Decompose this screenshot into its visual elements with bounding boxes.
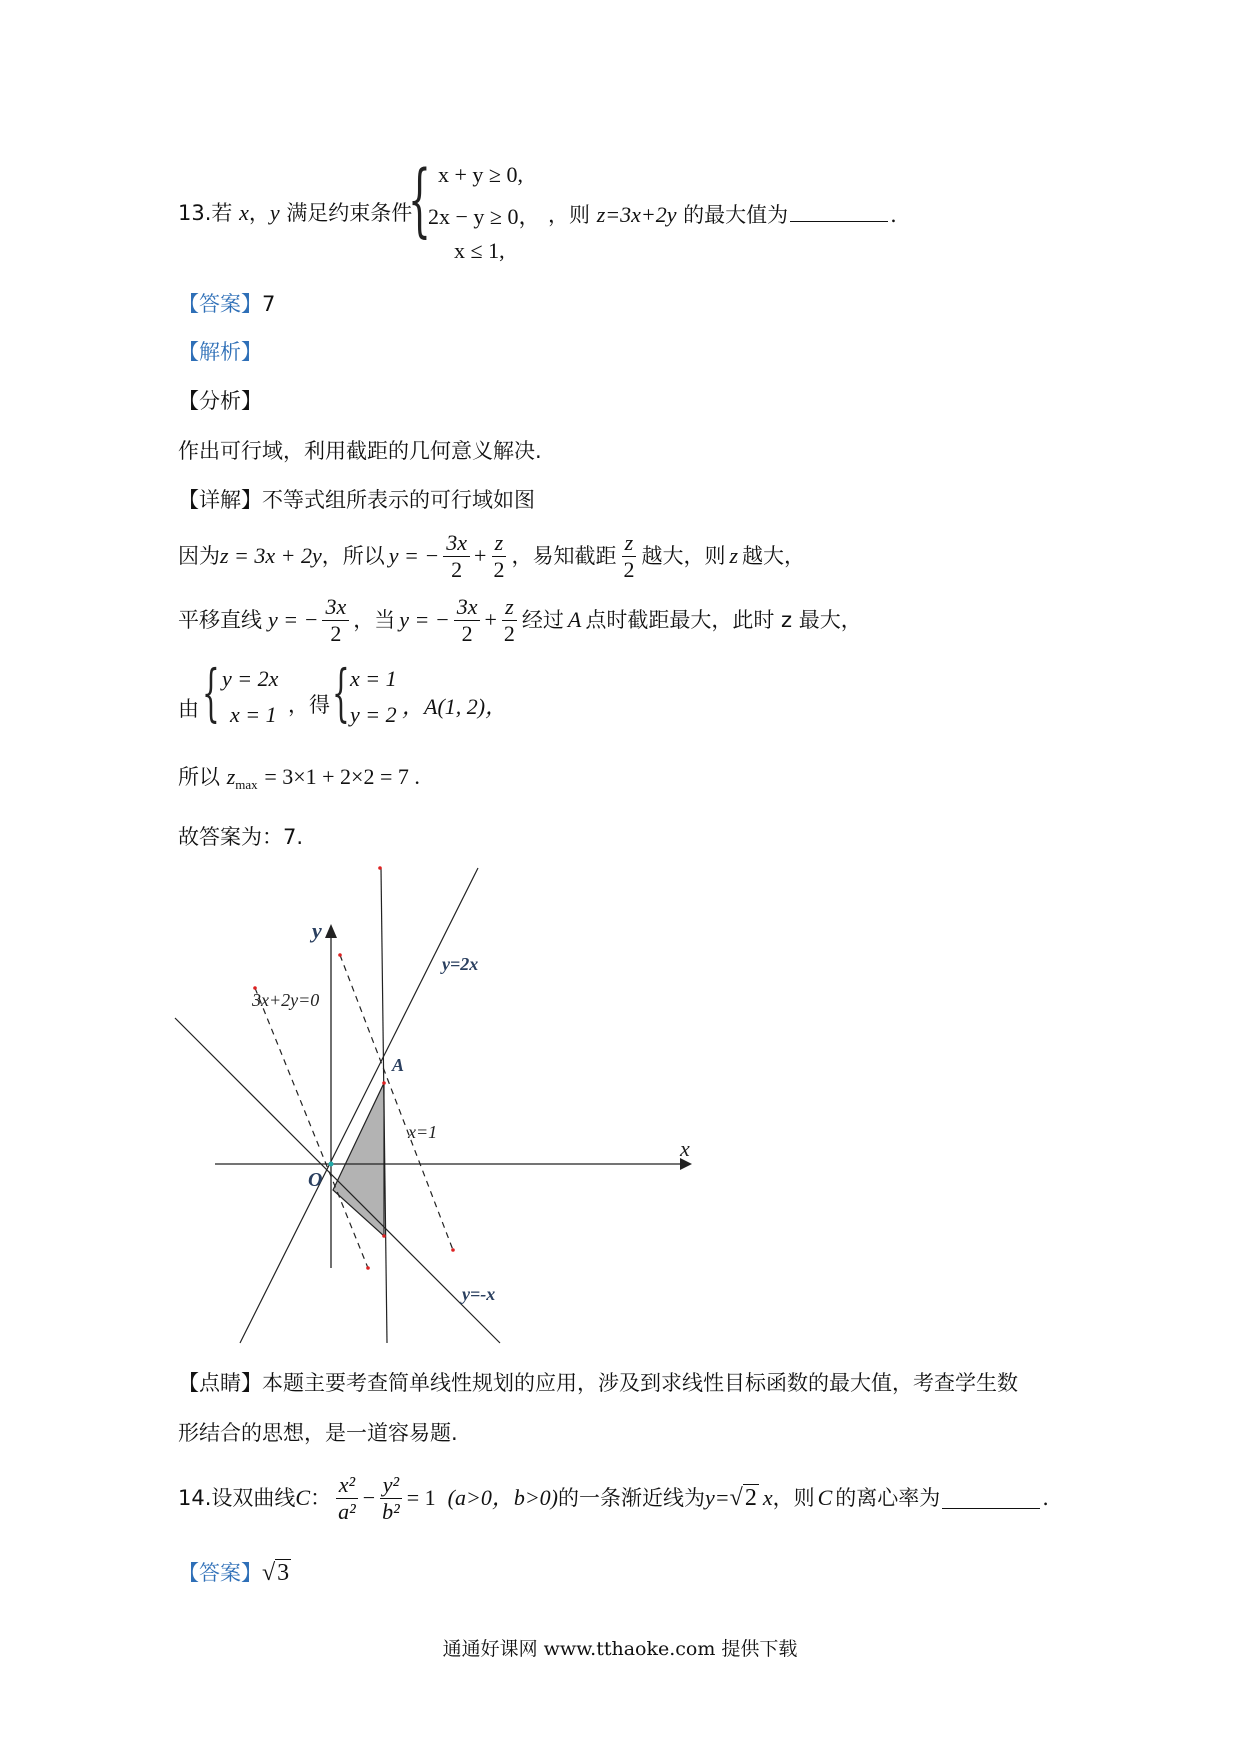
q14-yeq: y= [705, 1485, 730, 1510]
line3-point: ，A(1, 2)， [402, 694, 508, 719]
frac-num: x² [336, 1472, 358, 1499]
q14-eq: = 1 [406, 1485, 436, 1510]
xiangjie [178, 485, 535, 515]
frac-num: 3x [454, 594, 481, 621]
label-x-1: x=1 [408, 1122, 438, 1142]
footer: 通通好课网 www.tthaoke.com 提供下载 [442, 1638, 798, 1660]
q14-x: x [762, 1485, 773, 1510]
line3-brace-2: { [332, 656, 350, 729]
frac-den: 2 [493, 556, 505, 582]
frac-num: z [492, 530, 507, 557]
dianjing-text-1: 本题主要考查简单线性规划的应用，涉及到求线性目标函数的最大值，考查学生数 [262, 1371, 1018, 1395]
label-y-2x: y=2x [442, 954, 479, 974]
q13-constraint-2: 2x − y ≥ 0， [428, 204, 541, 229]
label-y-axis: y [312, 918, 322, 943]
dianjing-line-1 [178, 1368, 1018, 1398]
answer14-tag: 【答案】 [178, 1561, 262, 1585]
q13-stem-tail [548, 200, 897, 230]
line3-sys2-b: y = 2 [350, 702, 397, 727]
q13-max: 的最大值为 [683, 203, 789, 227]
line2-y2: y = − [399, 607, 450, 632]
answer14-sqrt: √3 [262, 1560, 290, 1586]
q14-frac-2 [379, 1472, 403, 1525]
q13-stem [178, 198, 412, 228]
line1-frac-1 [443, 530, 470, 583]
marker-dot [382, 1081, 386, 1085]
label-x-axis: x [680, 1136, 690, 1161]
line1-eq: z = 3x + 2y [220, 543, 322, 568]
line-y-2x [240, 868, 478, 1343]
line4-sub: max [235, 777, 258, 793]
solution-line-4 [178, 762, 420, 800]
q13-var-y: y [269, 200, 280, 225]
label-point-a: A [392, 1055, 405, 1075]
jiexi-tag: 【解析】 [178, 340, 262, 364]
frac-num: 3x [322, 594, 349, 621]
q13-number: 13. [178, 201, 212, 225]
origin-dot [329, 1162, 334, 1167]
q14-curve-c: C [295, 1485, 311, 1510]
q14-answer-blank [942, 1488, 1040, 1509]
frac-den: 2 [461, 620, 473, 646]
solution-line-1 [178, 526, 805, 586]
line2-frac-3 [501, 594, 518, 647]
answer-14 [178, 1558, 291, 1588]
q13-system-brace: { [408, 153, 431, 246]
line1-text-b: ，所以 [321, 544, 385, 568]
conclusion: 故答案为：7. [178, 825, 304, 849]
marker-dot [338, 953, 342, 957]
fenxi-tag: 【分析】 [178, 389, 262, 413]
frac-den: 2 [503, 620, 515, 646]
frac-num: 3x [443, 530, 470, 557]
line4-expr: = 3×1 + 2×2 = 7 . [264, 764, 420, 789]
marker-dot [366, 1266, 370, 1270]
q13-constraint-3: x ≤ 1, [454, 238, 505, 263]
frac-den: 2 [623, 556, 635, 582]
q14-sqrt: √2 [729, 1485, 757, 1511]
line1-plus: + [474, 543, 487, 568]
line2-text-d: 点时截距最大，此时 z 最大， [585, 608, 862, 632]
frac-den: 2 [451, 556, 463, 582]
line1-text-e: 越大， [742, 544, 806, 568]
q13-var-x: x [239, 200, 249, 225]
line2-text-b: ，当 [353, 608, 396, 632]
line2-point-a: A [567, 607, 582, 632]
dianjing-text-2: 形结合的思想，是一道容易题. [178, 1421, 458, 1445]
q14-period: . [1042, 1486, 1049, 1510]
q13-answer-blank [790, 201, 888, 222]
solution-line-2 [178, 590, 862, 650]
answer14-radicand: 3 [277, 1560, 290, 1586]
q14-stem [178, 1466, 1049, 1530]
label-origin: O [308, 1169, 323, 1191]
q13-prefix: 若 [211, 201, 233, 225]
frac-num: z [622, 530, 637, 557]
marker-dot [451, 1248, 455, 1252]
q14-sqrt-radicand: 2 [744, 1485, 757, 1511]
q13-objective: z=3x+2y [596, 202, 677, 227]
line3-you: 由 [178, 697, 199, 721]
xiangjie-text: 不等式组所表示的可行域如图 [262, 488, 535, 512]
q14-curve-c2: C [817, 1485, 833, 1510]
q14-colon: ： [310, 1486, 332, 1510]
frac-den: b² [382, 1498, 400, 1524]
q14-minus: − [362, 1485, 376, 1510]
answer-13 [178, 289, 275, 319]
line2-frac-1 [322, 594, 349, 647]
line3-de: ，得 [288, 693, 330, 717]
line1-text-d: 越大，则 [641, 544, 726, 568]
frac-den: a² [338, 1498, 356, 1524]
line1-frac-2 [490, 530, 507, 583]
dianjing-tag: 【点睛】 [178, 1371, 262, 1395]
q14-number: 14. [178, 1486, 212, 1510]
answer-value: 7 [262, 292, 276, 316]
frac-den: 2 [330, 620, 342, 646]
q13-sep: ， [248, 201, 270, 225]
frac-num: z [502, 594, 517, 621]
q14-frac-1 [335, 1472, 359, 1525]
line2-frac-2 [454, 594, 481, 647]
line-y-neg-x [175, 1018, 500, 1343]
q14-text-c: ，则 [772, 1486, 815, 1510]
label-objective-line: 3x+2y=0 [252, 990, 320, 1010]
xiangjie-tag: 【详解】 [178, 488, 262, 512]
line4-z: z [226, 764, 236, 789]
q13-constraint-1: x + y ≥ 0, [438, 162, 523, 187]
frac-num: y² [380, 1472, 402, 1499]
line2-text-a: 平移直线 [178, 608, 262, 632]
q13-period: . [890, 203, 897, 227]
line3-brace-1: { [202, 656, 220, 729]
line4-text: 所以 [178, 765, 220, 789]
line1-text-c: ，易知截距 [511, 544, 617, 568]
y-axis-arrow [325, 924, 337, 938]
line3-sys1-b: x = 1 [230, 702, 277, 727]
answer-tag: 【答案】 [178, 292, 262, 316]
line2-text-c: 经过 [521, 608, 564, 632]
line3-sys2-a: x = 1 [350, 666, 397, 691]
label-y-neg-x: y=-x [462, 1284, 496, 1304]
line1-y: y = − [388, 543, 440, 568]
feasible-region-graph [160, 858, 720, 1348]
dashed-objective-origin [255, 988, 368, 1268]
marker-dot [382, 1234, 386, 1238]
q13-satisfy: 满足约束条件 [286, 201, 413, 225]
q14-text-b: 的一条渐近线为 [558, 1486, 706, 1510]
line2-y: y = − [268, 607, 319, 632]
marker-dot [378, 866, 382, 870]
q14-text-a: 设双曲线 [211, 1486, 296, 1510]
q14-condition: (a>0，b>0) [447, 1485, 559, 1510]
q13-after: ，则 [548, 203, 590, 227]
line3-sys1-a: y = 2x [222, 666, 279, 691]
line1-z: z [729, 543, 739, 568]
q14-text-d: 的离心率为 [835, 1486, 941, 1510]
line1-text-a: 因为 [178, 544, 220, 568]
line2-plus: + [484, 607, 497, 632]
fenxi-text: 作出可行域，利用截距的几何意义解决. [178, 439, 542, 463]
line1-frac-3 [620, 530, 637, 583]
